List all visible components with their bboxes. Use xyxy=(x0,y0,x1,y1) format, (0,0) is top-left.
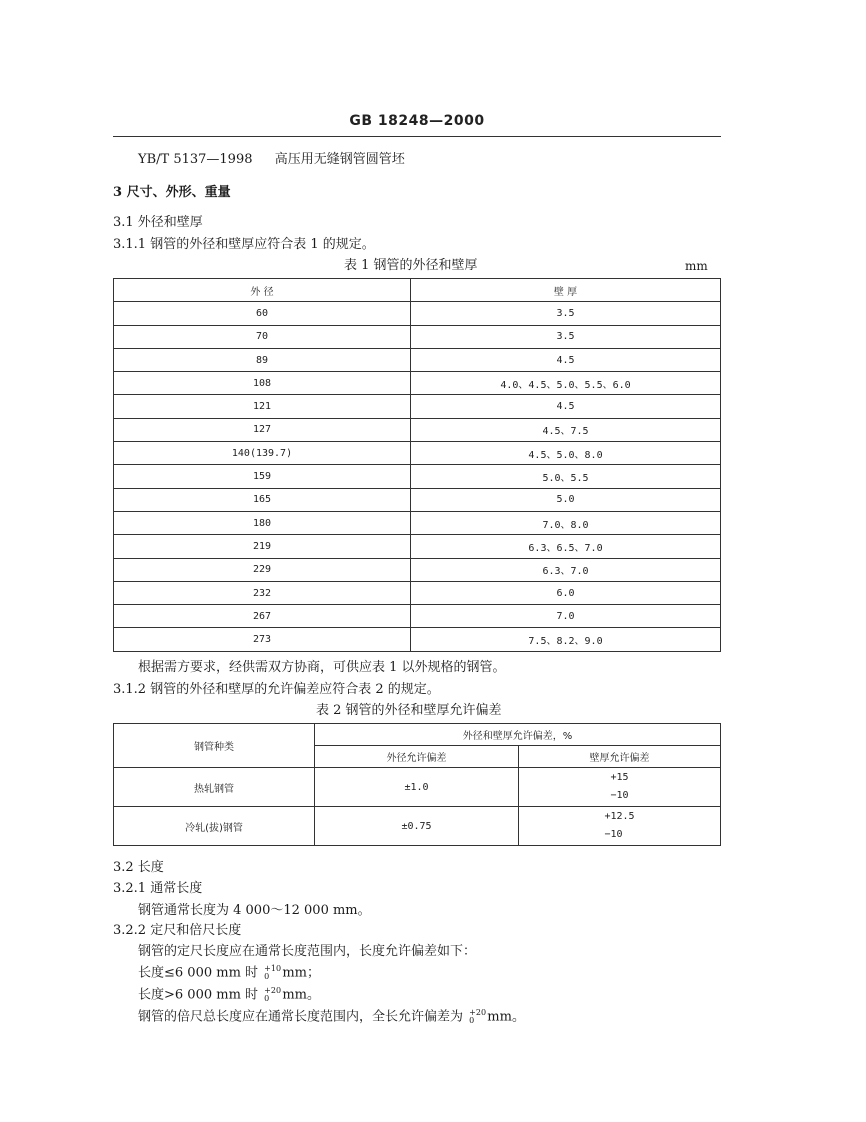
wall-thickness-cell: 7.0、8.0 xyxy=(411,511,721,534)
table-row xyxy=(114,348,721,371)
table2-caption: 表 2 钢管的外径和壁厚允许偏差 xyxy=(316,703,502,718)
header-wall-tolerance: 壁厚允许偏差 xyxy=(519,746,721,768)
wall-tolerance-minus: −10 xyxy=(610,790,629,801)
tolerance-1 xyxy=(264,964,282,981)
table-row xyxy=(114,628,721,651)
header-tube-type: 钢管种类 xyxy=(114,724,315,768)
table-row xyxy=(114,395,721,418)
wall-thickness-cell: 5.0、5.5 xyxy=(411,465,721,488)
table-dimensions xyxy=(113,278,721,652)
tolerance-2 xyxy=(264,986,282,1003)
header-rule xyxy=(113,136,721,137)
wall-thickness-cell: 5.0 xyxy=(411,488,721,511)
outer-diameter-cell: 108 xyxy=(114,372,411,395)
wall-thickness-cell: 7.5、8.2、9.0 xyxy=(411,628,721,651)
outer-diameter-cell: 232 xyxy=(114,581,411,604)
wall-thickness-cell: 3.5 xyxy=(411,325,721,348)
section-3-2-2-title: 3.2.2 定尺和倍尺长度 xyxy=(113,923,242,938)
tolerance-3-lower: 0 xyxy=(469,1016,475,1025)
tolerance-1-lower: 0 xyxy=(264,972,270,981)
table-row xyxy=(114,581,721,604)
table-row xyxy=(114,605,721,628)
outer-diameter-cell: 229 xyxy=(114,558,411,581)
table-row xyxy=(114,511,721,534)
multiple-length-tolerance xyxy=(138,1009,525,1026)
section-3-1-2-text: 3.1.2 钢管的外径和壁厚的允许偏差应符合表 2 的规定。 xyxy=(113,682,440,697)
wall-thickness-cell: 3.5 xyxy=(411,302,721,325)
tolerance-1-unit: mm； xyxy=(282,965,320,981)
outer-diameter-cell: 165 xyxy=(114,488,411,511)
section-3-2-title: 3.2 长度 xyxy=(113,860,164,875)
header-wall-thickness: 壁 厚 xyxy=(411,279,721,302)
wall-thickness-cell: 6.0 xyxy=(411,581,721,604)
standard-number: GB 18248—2000 xyxy=(349,113,485,129)
table-row xyxy=(114,558,721,581)
table1-unit: mm xyxy=(685,259,708,273)
tube-type-cell: 冷轧(拔)钢管 xyxy=(114,807,315,846)
tolerance-3-upper: +20 xyxy=(469,1008,487,1017)
od-tolerance-cell: ±0.75 xyxy=(315,807,519,846)
section-3-2-1-title: 3.2.1 通常长度 xyxy=(113,881,203,896)
outer-diameter-cell: 60 xyxy=(114,302,411,325)
tolerance-3-unit: mm。 xyxy=(487,1009,525,1025)
outer-diameter-cell: 267 xyxy=(114,605,411,628)
wall-thickness-cell: 4.5 xyxy=(411,395,721,418)
length-condition-2: 长度>6 000 mm 时 xyxy=(138,987,259,1003)
length-tolerance-line-1 xyxy=(138,965,320,982)
outer-diameter-cell: 70 xyxy=(114,325,411,348)
wall-tolerance-plus: +15 xyxy=(610,772,629,783)
length-condition-1: 长度≤6 000 mm 时 xyxy=(138,965,259,981)
table-row xyxy=(114,325,721,348)
wall-thickness-cell: 4.5、5.0、8.0 xyxy=(411,442,721,465)
wall-thickness-cell: 4.5、7.5 xyxy=(411,418,721,441)
outer-diameter-cell: 89 xyxy=(114,348,411,371)
table-row xyxy=(114,302,721,325)
section-3-2-1-text: 钢管通常长度为 4 000～12 000 mm。 xyxy=(138,903,371,918)
table-tolerances xyxy=(113,723,721,846)
wall-thickness-cell: 6.3、6.5、7.0 xyxy=(411,535,721,558)
length-tolerance-line-2 xyxy=(138,987,320,1004)
tolerance-1-upper: +10 xyxy=(264,964,282,973)
header-tolerance-group: 外径和壁厚允许偏差，% xyxy=(315,724,721,746)
outer-diameter-cell: 140(139.7) xyxy=(114,442,411,465)
tube-type-cell: 热轧钢管 xyxy=(114,768,315,807)
table-row xyxy=(114,807,721,846)
reference-standard xyxy=(138,152,405,168)
table-row xyxy=(114,442,721,465)
table-row xyxy=(114,418,721,441)
note-other-sizes: 根据需方要求，经供需双方协商，可供应表 1 以外规格的钢管。 xyxy=(138,660,506,675)
wall-thickness-cell: 7.0 xyxy=(411,605,721,628)
section-3-title: 3 尺寸、外形、重量 xyxy=(113,185,231,200)
wall-tolerance-cell xyxy=(519,768,721,807)
reference-title: 高压用无缝钢管圆管坯 xyxy=(274,152,405,167)
outer-diameter-cell: 121 xyxy=(114,395,411,418)
wall-thickness-cell: 4.5 xyxy=(411,348,721,371)
table-row xyxy=(114,465,721,488)
wall-tolerance-plus: +12.5 xyxy=(604,811,635,822)
table-row xyxy=(114,372,721,395)
section-3-1-1-text: 3.1.1 钢管的外径和壁厚应符合表 1 的规定。 xyxy=(113,237,375,252)
tolerance-2-unit: mm。 xyxy=(282,987,320,1003)
table-row xyxy=(114,535,721,558)
outer-diameter-cell: 180 xyxy=(114,511,411,534)
tolerance-3 xyxy=(469,1008,487,1025)
outer-diameter-cell: 127 xyxy=(114,418,411,441)
wall-tolerance-minus: −10 xyxy=(604,829,623,840)
reference-code: YB/T 5137—1998 xyxy=(138,152,253,167)
outer-diameter-cell: 159 xyxy=(114,465,411,488)
tolerance-2-lower: 0 xyxy=(264,994,270,1003)
section-3-2-2-text: 钢管的定尺长度应在通常长度范围内，长度允许偏差如下： xyxy=(138,944,477,959)
table-row xyxy=(114,768,721,807)
wall-thickness-cell: 4.0、4.5、5.0、5.5、6.0 xyxy=(411,372,721,395)
outer-diameter-cell: 219 xyxy=(114,535,411,558)
header-outer-diameter: 外 径 xyxy=(114,279,411,302)
wall-thickness-cell: 6.3、7.0 xyxy=(411,558,721,581)
tolerance-2-upper: +20 xyxy=(264,986,282,995)
table-row xyxy=(114,488,721,511)
multiple-length-text: 钢管的倍尺总长度应在通常长度范围内，全长允许偏差为 xyxy=(138,1009,464,1025)
outer-diameter-cell: 273 xyxy=(114,628,411,651)
section-3-1-title: 3.1 外径和壁厚 xyxy=(113,215,203,230)
table1-caption: 表 1 钢管的外径和壁厚 xyxy=(344,258,478,273)
od-tolerance-cell: ±1.0 xyxy=(315,768,519,807)
wall-tolerance-cell xyxy=(519,807,721,846)
header-od-tolerance: 外径允许偏差 xyxy=(315,746,519,768)
